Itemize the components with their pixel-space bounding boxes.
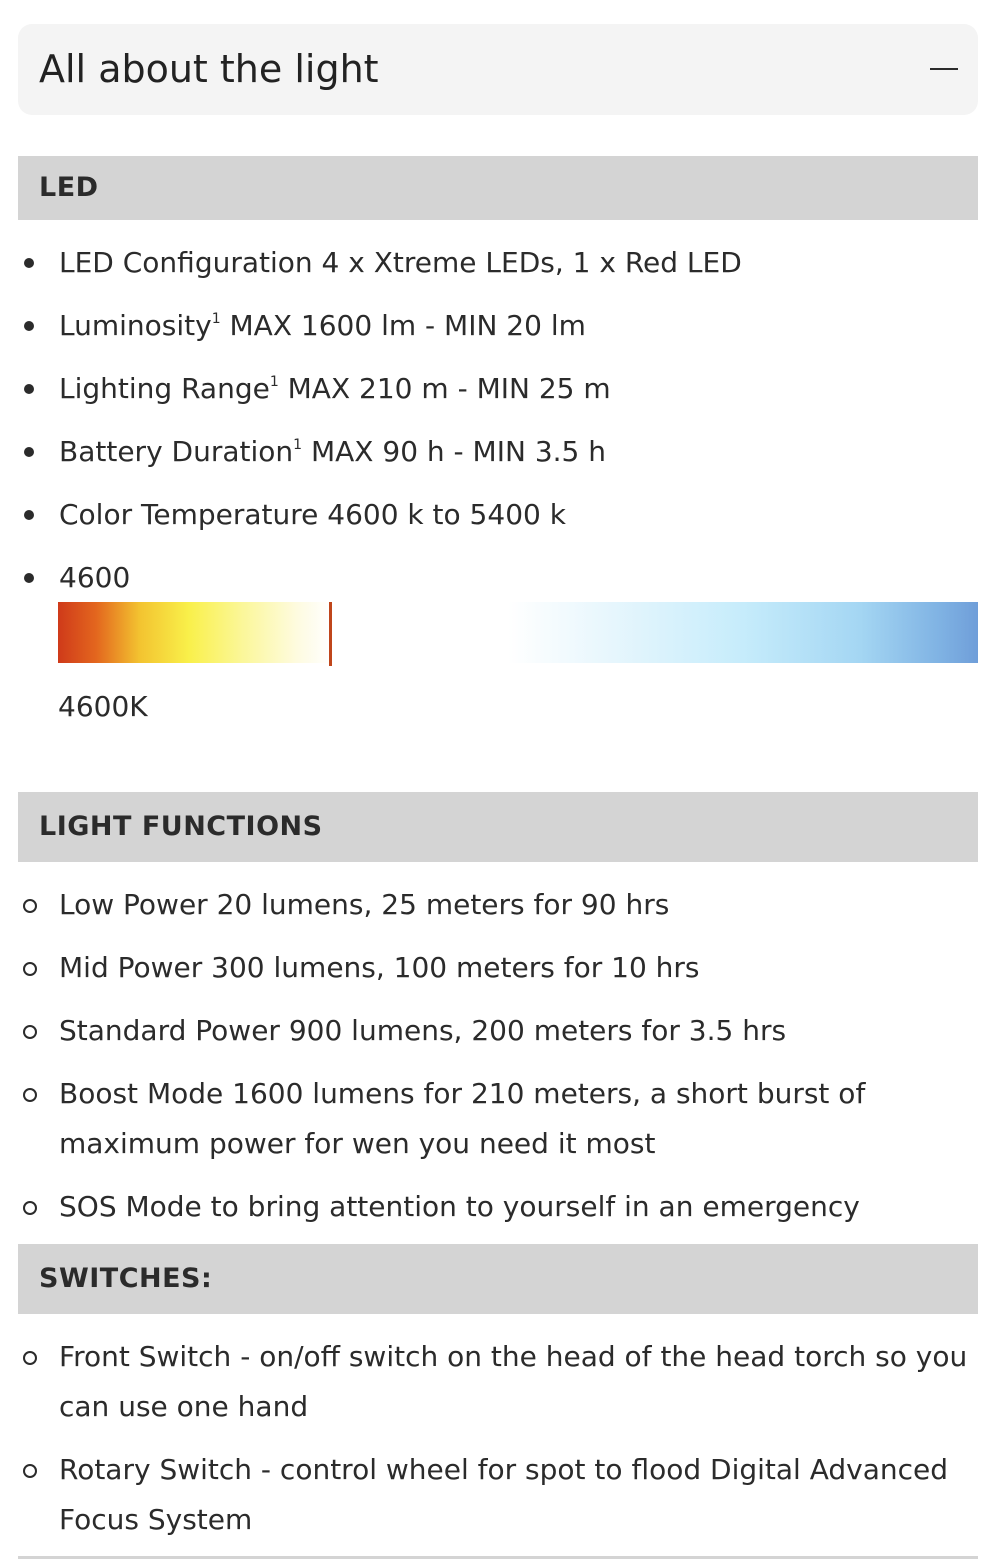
bullet-icon	[23, 899, 37, 913]
bullet-icon	[24, 510, 34, 520]
spec-label: Color Temperature	[59, 498, 319, 531]
cool-gradient	[508, 602, 978, 663]
list-item	[0, 1182, 998, 1232]
spec-label: Battery Duration	[59, 435, 294, 468]
list-item	[0, 427, 998, 477]
bullet-icon	[23, 962, 37, 976]
section-header-switches	[18, 1244, 978, 1314]
list-item	[0, 943, 998, 993]
list-item	[0, 238, 998, 288]
bullet-icon	[23, 1201, 37, 1215]
warm-gradient	[58, 602, 330, 663]
spec-label: 4600	[59, 561, 131, 594]
function-text: Low Power 20 lumens, 25 meters for 90 hrs	[59, 888, 670, 921]
list-item	[0, 301, 998, 351]
function-text: SOS Mode to bring attention to yourself in an emergency	[59, 1190, 860, 1223]
bottom-divider	[18, 1556, 978, 1559]
section-title-led: LED	[39, 172, 99, 203]
spec-value: MAX 90 h - MIN 3.5 h	[302, 435, 606, 468]
switch-text: Rotary Switch - control wheel for spot to flood Digital Advanced Focus System	[59, 1453, 949, 1536]
bullet-icon	[24, 258, 34, 268]
list-item	[0, 1445, 998, 1545]
spec-label: Lighting Range	[59, 372, 270, 405]
list-item	[0, 364, 998, 414]
temperature-marker	[329, 602, 332, 666]
temperature-label: 4600K	[58, 690, 148, 723]
section-title-switches: SWITCHES:	[39, 1263, 213, 1294]
section-header-light-functions	[18, 792, 978, 862]
led-spec-list	[0, 238, 998, 603]
section-header-led	[18, 156, 978, 220]
spec-value: MAX 210 m - MIN 25 m	[278, 372, 611, 405]
bullet-icon	[23, 1025, 37, 1039]
accordion-header-all-about-the-light[interactable]	[18, 24, 978, 115]
switch-text: Front Switch - on/off switch on the head of the head torch so you can use one hand	[59, 1340, 968, 1423]
function-text: Boost Mode 1600 lumens for 210 meters, a short burst of maximum power for wen you need it most	[59, 1077, 866, 1160]
spec-label: Luminosity	[59, 309, 212, 342]
light-functions-list	[0, 880, 998, 1232]
list-item	[0, 1006, 998, 1056]
bullet-icon	[23, 1088, 37, 1102]
list-item	[0, 553, 998, 603]
switches-list	[0, 1332, 998, 1545]
list-item	[0, 1069, 998, 1169]
list-item	[0, 1332, 998, 1432]
minus-icon[interactable]	[930, 68, 958, 70]
spec-value: 4 x Xtreme LEDs, 1 x Red LED	[312, 246, 742, 279]
color-temperature-scale	[58, 602, 978, 663]
spec-value: 4600 k to 5400 k	[318, 498, 566, 531]
function-text: Standard Power 900 lumens, 200 meters for 3.5 hrs	[59, 1014, 787, 1047]
list-item	[0, 880, 998, 930]
footnote-marker: 1	[211, 310, 221, 327]
bullet-icon	[24, 321, 34, 331]
accordion-title: All about the light	[39, 47, 379, 91]
spec-value: MAX 1600 lm - MIN 20 lm	[220, 309, 586, 342]
bullet-icon	[24, 573, 34, 583]
footnote-marker: 1	[269, 373, 279, 390]
bullet-icon	[24, 384, 34, 394]
spec-label: LED Configuration	[59, 246, 313, 279]
function-text: Mid Power 300 lumens, 100 meters for 10 hrs	[59, 951, 700, 984]
section-title-light-functions: LIGHT FUNCTIONS	[39, 811, 323, 842]
list-item	[0, 490, 998, 540]
bullet-icon	[24, 447, 34, 457]
bullet-icon	[23, 1464, 37, 1478]
footnote-marker: 1	[293, 436, 303, 453]
bullet-icon	[23, 1351, 37, 1365]
